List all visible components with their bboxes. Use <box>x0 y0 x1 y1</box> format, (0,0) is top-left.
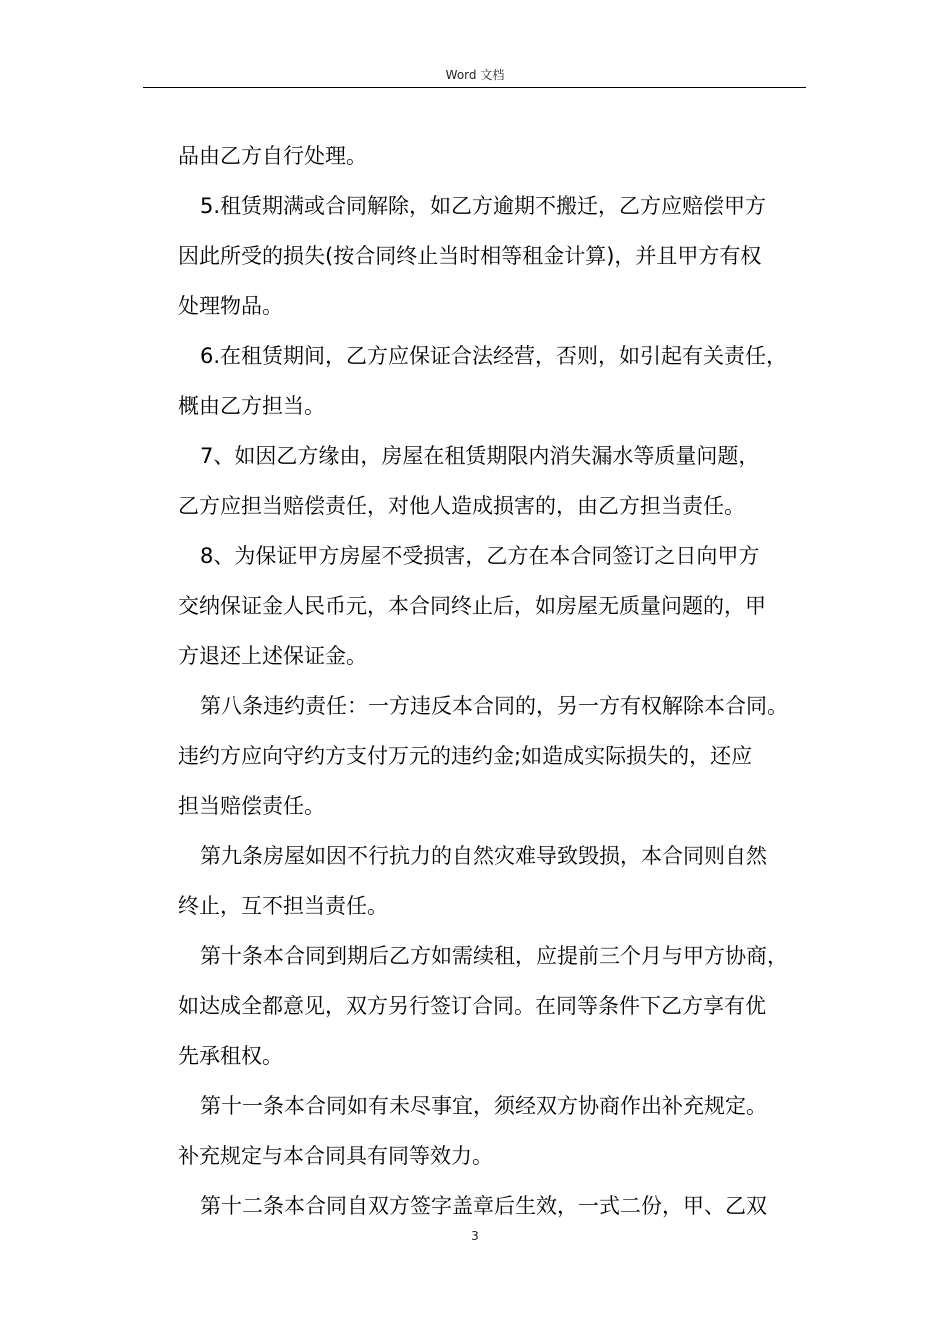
text-line: 品由乙方自行处理。 <box>178 144 367 168</box>
page-number: 3 <box>471 1229 479 1243</box>
text-line: 先承租权。 <box>178 1044 283 1068</box>
text-line: 处理物品。 <box>178 294 283 318</box>
text-line: 概由乙方担当。 <box>178 394 325 418</box>
text-line: 如达成全都意见，双方另行签订合同。在同等条件下乙方享有优 <box>178 994 766 1018</box>
text-line: 第十一条本合同如有未尽事宜，须经双方协商作出补充规定。 <box>200 1094 767 1118</box>
text-line: 第十二条本合同自双方签字盖章后生效，一式二份，甲、乙双 <box>200 1194 767 1218</box>
text-line: 终止，互不担当责任。 <box>178 894 388 918</box>
text-line: 7、如因乙方缘由，房屋在租赁期限内消失漏水等质量问题， <box>200 444 760 468</box>
text-line: 第十条本合同到期后乙方如需续租，应提前三个月与甲方协商， <box>200 944 788 968</box>
text-line: 交纳保证金人民币元，本合同终止后，如房屋无质量问题的，甲 <box>178 594 766 618</box>
text-line: 方退还上述保证金。 <box>178 644 367 668</box>
text-line: 6.在租赁期间，乙方应保证合法经营，否则，如引起有关责任， <box>200 344 788 368</box>
header-divider <box>143 87 806 88</box>
text-line: 8、为保证甲方房屋不受损害，乙方在本合同签订之日向甲方 <box>200 544 760 568</box>
text-line: 第九条房屋如因不行抗力的自然灾难导致毁损，本合同则自然 <box>200 844 767 868</box>
text-line: 担当赔偿责任。 <box>178 794 325 818</box>
text-line: 违约方应向守约方支付万元的违约金;如造成实际损失的，还应 <box>178 744 753 768</box>
text-line: 乙方应担当赔偿责任，对他人造成损害的，由乙方担当责任。 <box>178 494 745 518</box>
text-line: 第八条违约责任：一方违反本合同的，另一方有权解除本合同。 <box>200 694 788 718</box>
text-line: 因此所受的损失(按合同终止当时相等租金计算)，并且甲方有权 <box>178 244 762 268</box>
text-line: 补充规定与本合同具有同等效力。 <box>178 1144 493 1168</box>
page-header: Word 文档 <box>445 68 505 82</box>
document-body <box>178 131 818 1231</box>
text-line: 5.租赁期满或合同解除，如乙方逾期不搬迁，乙方应赔偿甲方 <box>200 194 767 218</box>
